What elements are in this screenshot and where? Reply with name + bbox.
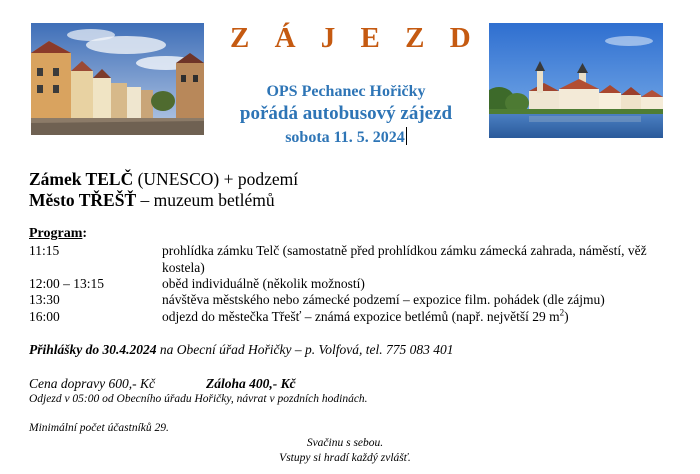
destination-detail: – muzeum betlémů: [136, 190, 275, 210]
registration-deadline: Přihlášky do 30.4.2024: [29, 342, 157, 357]
destination-name: Zámek TELČ: [29, 169, 134, 189]
entry-fee-note: Vstupy si hradí každý zvlášť.: [279, 452, 411, 464]
program-description: návštěva městského nebo zámecké podzemí – expozice film. pohádek (dle zájmu): [162, 292, 605, 307]
minimum-participants: Minimální počet účastníků 29.: [29, 422, 169, 434]
program-time: 16:00: [29, 309, 60, 324]
trip-date: [230, 127, 462, 147]
registration-contact: na Obecní úřad Hořičky – p. Volfová, tel. 775 083 401: [156, 342, 454, 357]
registration-info: [29, 342, 453, 358]
program-description: prohlídka zámku Telč (samostatně před prohlídkou zámku zámecká zahrada, náměstí, věž kostela): [162, 243, 647, 275]
program-heading: Program:: [29, 226, 88, 241]
destination-name: Město TŘEŠŤ: [29, 190, 137, 210]
deposit-amount: Záloha 400,- Kč: [206, 376, 296, 391]
destination-telc: [29, 169, 298, 190]
program-time: 12:00 – 13:15: [29, 276, 105, 291]
snack-note: Svačinu s sebou.: [306, 437, 384, 449]
program-description: oběd individuálně (několik možností): [162, 276, 365, 291]
telc-square-photo: [31, 23, 204, 135]
telc-lake-photo: [489, 23, 663, 138]
program-time: 13:30: [29, 292, 60, 307]
text-cursor: [406, 127, 407, 145]
destination-detail: (UNESCO) + podzemí: [133, 169, 299, 189]
page-title: Z Á J E Z D: [230, 22, 480, 54]
program-time: 11:15: [29, 243, 60, 258]
trip-date-text: sobota 11. 5. 2024: [285, 129, 405, 146]
trip-subtitle: pořádá autobusový zájezd: [239, 103, 453, 124]
organizer-name: OPS Pechanec Hořičky: [266, 83, 426, 100]
destination-trest: [29, 190, 275, 211]
superscript: 2: [559, 307, 565, 318]
departure-info: Odjezd v 05:00 od Obecního úřadu Hořičky, návrat v pozdních hodinách.: [29, 393, 368, 405]
transport-price: Cena dopravy 600,- Kč: [29, 376, 155, 391]
program-description: odjezd do městečka Třešť – známá expozice betlémů (např. největší 29 $m^2$): [162, 307, 569, 324]
